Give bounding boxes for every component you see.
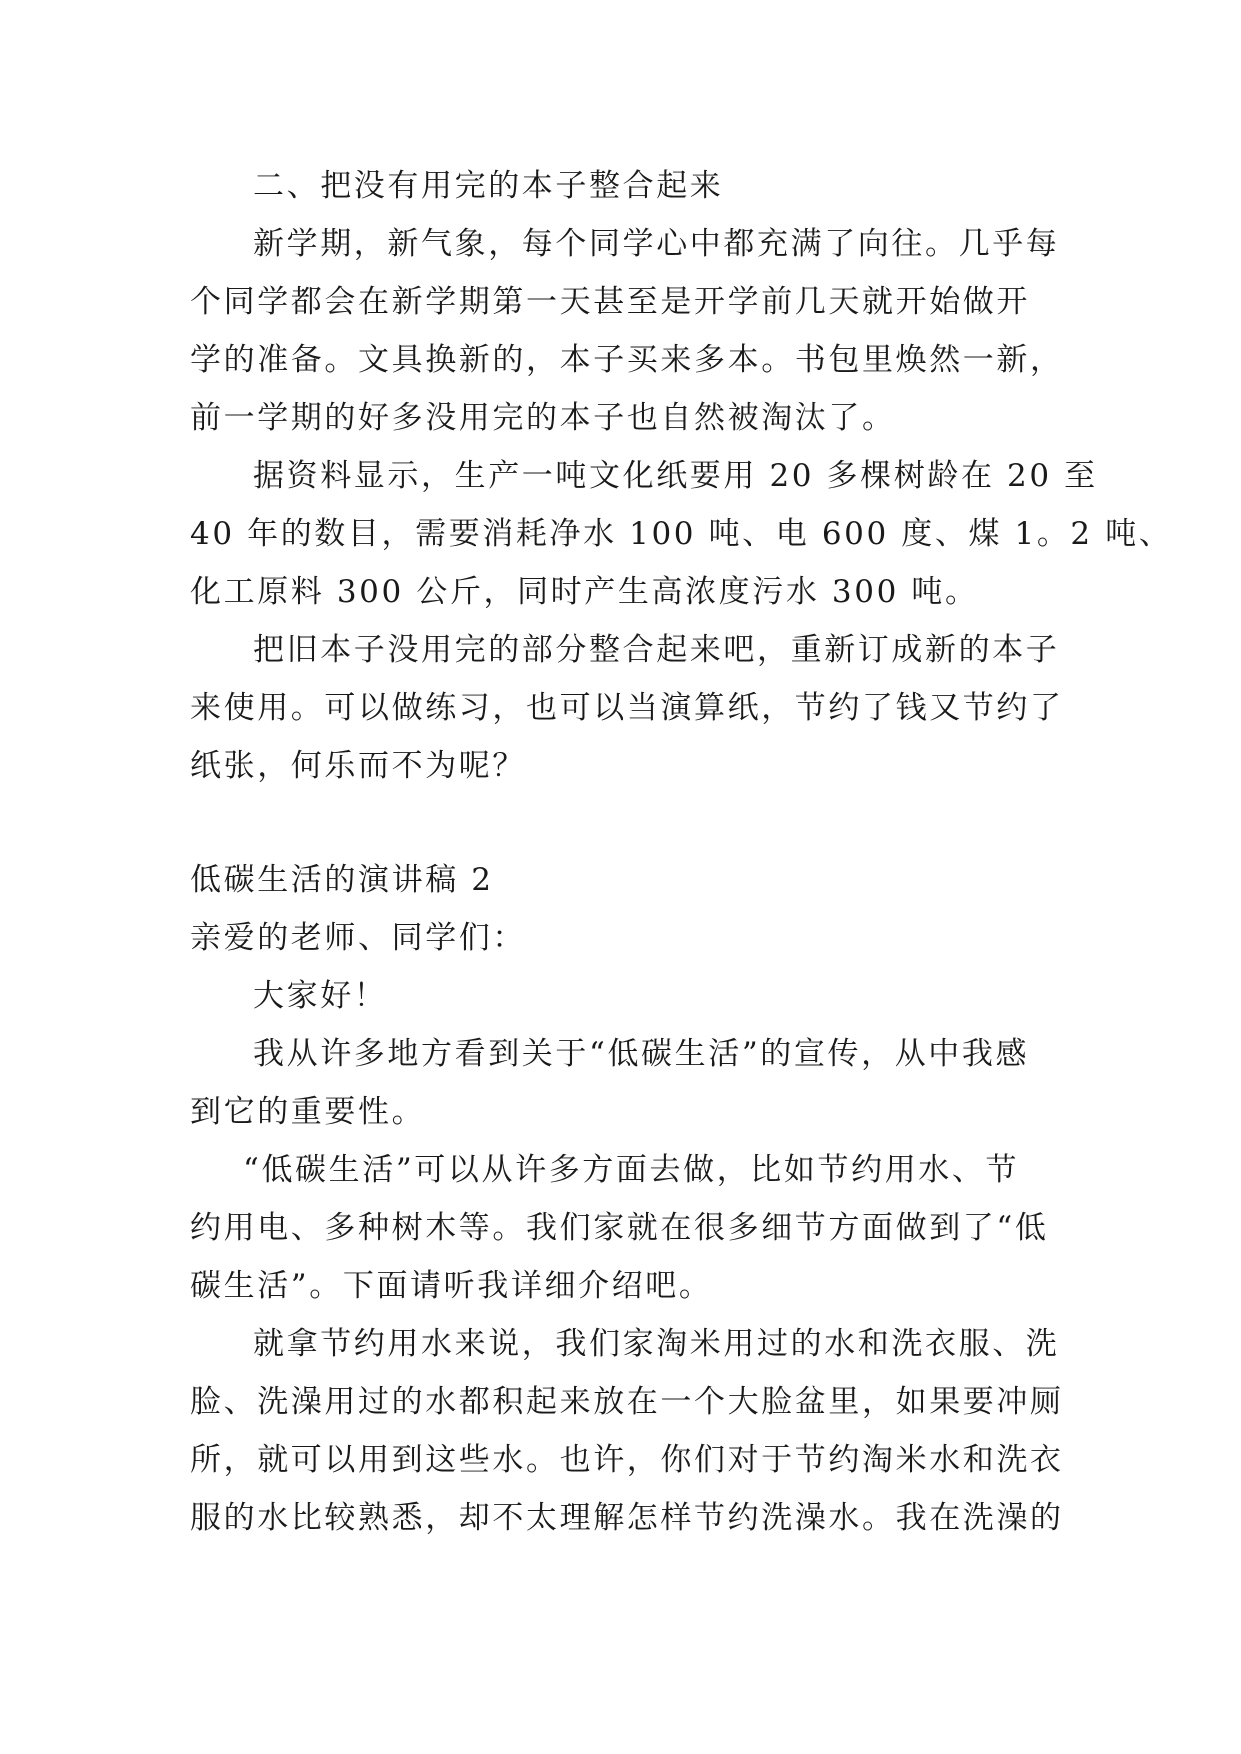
section-heading: 二、把没有用完的本子整合起来 (253, 168, 724, 204)
paragraph-line: 就拿节约用水来说，我们家淘米用过的水和洗衣服、洗 (253, 1326, 1060, 1362)
paragraph-line: 所，就可以用到这些水。也许，你们对于节约淘米水和洗衣 (190, 1442, 1064, 1478)
paragraph-line: 纸张，何乐而不为呢？ (190, 748, 526, 784)
paragraph-line: 我从许多地方看到关于“低碳生活”的宣传，从中我感 (253, 1036, 1030, 1072)
paragraph-line: 把旧本子没用完的部分整合起来吧，重新订成新的本子 (253, 632, 1060, 668)
paragraph-line: “低碳生活”可以从许多方面去做，比如节约用水、节 (243, 1152, 1020, 1188)
greeting: 大家好！ (253, 978, 388, 1014)
paragraph-line: 碳生活”。下面请听我详细介绍吧。 (190, 1268, 713, 1304)
paragraph-line: 服的水比较熟悉，却不太理解怎样节约洗澡水。我在洗澡的 (190, 1500, 1064, 1536)
paragraph-line: 化工原料 300 公斤，同时产生高浓度污水 300 吨。 (190, 574, 979, 610)
paragraph-line: 脸、洗澡用过的水都积起来放在一个大脸盆里，如果要冲厕 (190, 1384, 1064, 1420)
paragraph-line: 来使用。可以做练习，也可以当演算纸，节约了钱又节约了 (190, 690, 1064, 726)
paragraph-line: 40 年的数目，需要消耗净水 100 吨、电 600 度、煤 1。2 吨、 (190, 516, 1173, 552)
paragraph-line: 据资料显示，生产一吨文化纸要用 20 多棵树龄在 20 至 (253, 458, 1098, 494)
paragraph-line: 到它的重要性。 (190, 1094, 426, 1130)
paragraph-line: 约用电、多种树木等。我们家就在很多细节方面做到了“低 (190, 1210, 1049, 1246)
speech-title: 低碳生活的演讲稿 2 (190, 862, 494, 898)
paragraph-line: 学的准备。文具换新的，本子买来多本。书包里焕然一新， (190, 342, 1064, 378)
salutation: 亲爱的老师、同学们： (190, 920, 526, 956)
paragraph-line: 前一学期的好多没用完的本子也自然被淘汰了。 (190, 400, 896, 436)
paragraph-line: 个同学都会在新学期第一天甚至是开学前几天就开始做开 (190, 284, 1030, 320)
paragraph-line: 新学期，新气象，每个同学心中都充满了向往。几乎每 (253, 226, 1060, 262)
